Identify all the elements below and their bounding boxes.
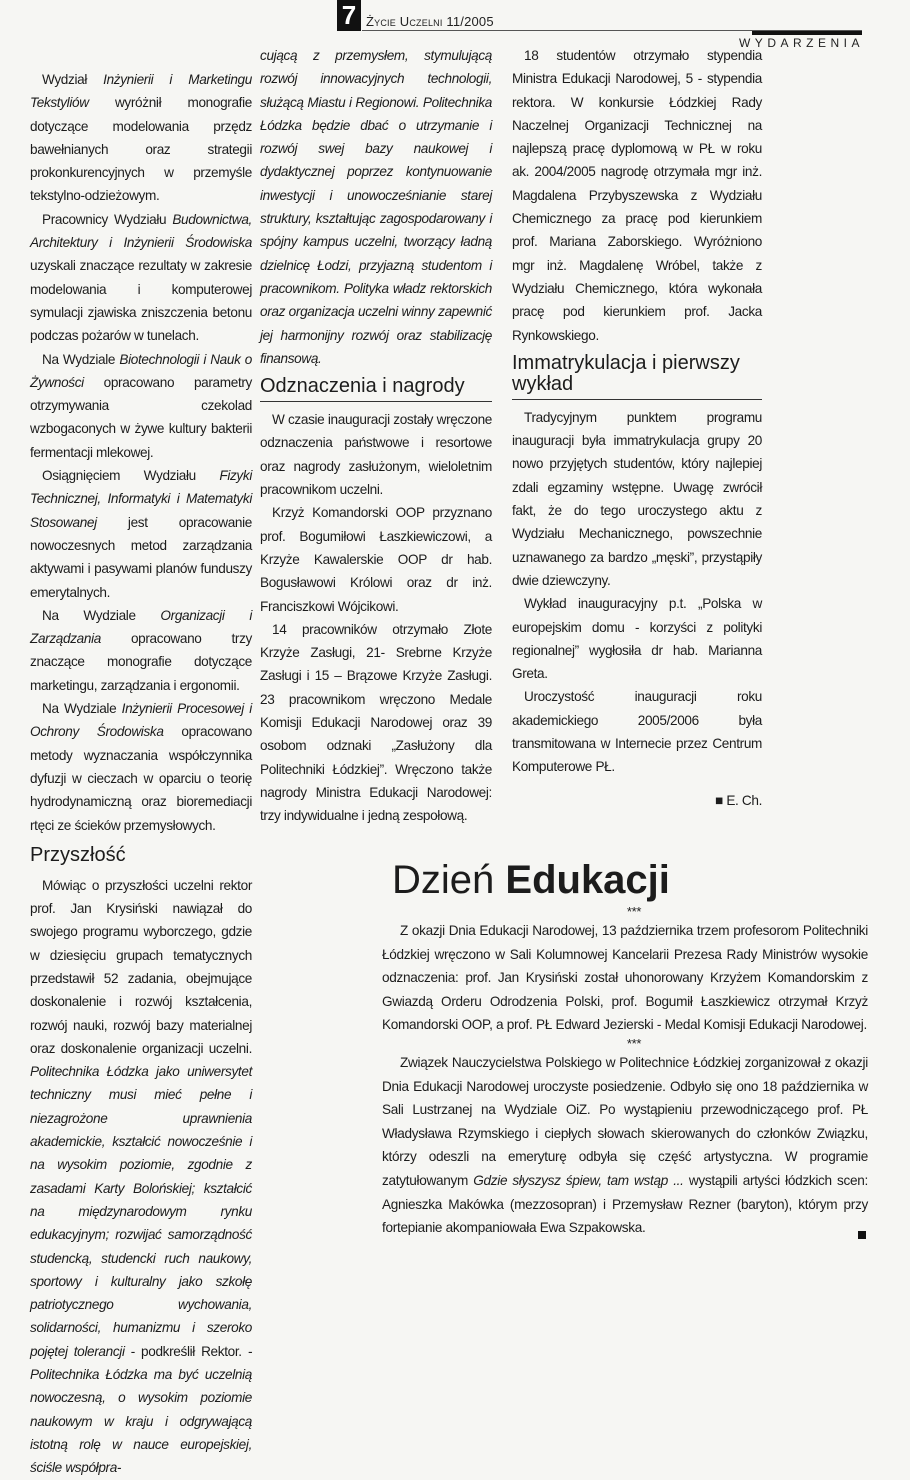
paragraph	[30, 348, 252, 464]
edukacja-article	[382, 855, 868, 1240]
italic-text: Politechnika Łódzka jako uniwersytet techniczny musi mieć pełne i niezagrożone uprawnienia akademickie, kształcić nowocześnie i na wysokim poziomie, zgodnie z zasadami Karty Bolońskiej; kształcić na międzynarodowym rynku edukacyjnym; rozwijać samorządność studencką, studencki ruch naukowy, sportowy i kulturalny jako szkołę patriotycznego wychowania, solidarności, humanizmu i szeroko pojętej tolerancji	[30, 1064, 252, 1359]
text: Tradycyjnym punktem programu inauguracji była immatrykulacja grupy 20 nowo przyjętych studentów, który najlepiej zdali egzaminy wstępne. Uwagę zwrócił fakt, że do tego uroczystego aktu z Wydziału Mechanicznego, powszechnie uznawanego za bardzo „męski”, przystąpiły dwie dziewczyny.	[512, 409, 762, 588]
paragraph	[512, 592, 762, 685]
article-title	[392, 855, 868, 905]
paragraph	[260, 408, 492, 501]
italic-text: Inżynierii Procesowej i Ochrony Środowiska	[30, 701, 252, 740]
text: uzyskali znaczące rezultaty w zakresie modelowania i komputerowej symulacji zjawiska zniszczenia betonu podczas pożarów w tunelach.	[30, 258, 252, 344]
paragraph	[512, 406, 762, 592]
title-light: Dzień	[392, 858, 506, 902]
column-2	[260, 44, 492, 828]
paragraph	[382, 1051, 868, 1240]
text: Na Wydziale	[42, 351, 120, 367]
magazine-title: Życie Uczelni 11/2005	[366, 14, 494, 29]
text: jest opracowanie nowoczesnych metod zarządzania aktywami i pasywami planów funduszy emerytalnych.	[30, 514, 252, 600]
text: Związek Nauczycielstwa Polskiego w Politechnice Łódzkiej zorganizował z okazji Dnia Edukacji Narodowej uroczyste posiedzenie. Odbyło się ono 18 października w Sali Lustrzanej na Wydziale OiZ. Po wystąpieniu przewodniczącego prof. PŁ Władysława Rzymskiego i ciepłych słowach skierowanych do członków Związku, którzy odeszli na emeryturę odbyła się część artystyczna. W programie zatytułowanym	[382, 1054, 868, 1188]
italic-text: - Politechnika Łódzka ma być uczelnią nowoczesną, o wysokim poziomie naukowym w kraju i odgrywającą istotną rolę w nauce europejskiej, ściśle współpra-	[30, 1343, 253, 1476]
italic-text: Biotechnologii i Nauk o Żywności	[30, 351, 252, 390]
page-number: 7	[337, 0, 361, 31]
text: opracowano parametry otrzymywania czekolad wzbogaconych w żywe kultury bakterii fermentacji mlekowej.	[30, 374, 252, 460]
text: opracowano trzy znaczące monografie dotyczące marketingu, zarządzania i ergonomii.	[30, 631, 252, 693]
section-heading: Przyszłość	[30, 843, 126, 866]
text: Na Wydziale	[42, 607, 161, 623]
text: W czasie inauguracji zostały wręczone odznaczenia państwowe i resortowe oraz nagrody zasłużonym, wieloletnim pracownikom uczelni.	[260, 412, 492, 498]
italic-text: cującą z przemysłem, stymulującą rozwój innowacyjnych technologii, służącą Miastu i Regionowi. Politechnika Łódzka będzie dbać o utrzymanie i rozwój swej bazy naukowej i dydaktycznej poprzez kontynuowanie inwestycji i unowocześnianie starej struktury, kształtując zagospodarowany i spójny kampus uczelni, tworzący ładną dzielnicę Łodzi, przyjazną studentom i pracownikom. Polityka władz rektorskich oraz organizacja uczelni winny zapewnić jej harmonijny rozwój oraz stabilizację finansową.	[260, 48, 492, 366]
paragraph	[30, 697, 252, 837]
section-name: WYDARZENIA	[738, 36, 864, 50]
paragraph	[260, 44, 492, 370]
paragraph	[30, 464, 252, 604]
section-heading: Immatrykulacja i pierwszy wykład	[512, 353, 762, 400]
italic-text: Budownictwa, Architektury i Inżynierii Środowiska	[30, 211, 252, 251]
text: 14 pracowników otrzymało Złote Krzyże Zasługi, 21- Srebrne Krzyże Zasługi i 15 – Brązowe Krzyże Zasługi. 23 pracownikom wręczono Medale Komisji Edukacji Narodowej oraz 39 osobom odznaki „Zasłużony dla Politechniki Łódzkiej”. Wręczono także nagrody Ministra Edukacji Narodowej: trzy indywidualne i jedną zespołową.	[260, 621, 492, 824]
text: Wykład inauguracyjny p.t. „Polska w europejskim domu - korzyści z polityki regionalnej” wygłosiła dr hab. Marianna Greta.	[512, 596, 762, 682]
text: Wydział	[42, 72, 104, 87]
text: wyróżnił monografie dotyczące modelowania przędz bawełnianych oraz strategii prokonkurencyjnych w przemyśle tekstylno-odzieżowym.	[30, 95, 252, 204]
title-bold: Edukacji	[505, 858, 670, 902]
italic-text: Fizyki Technicznej, Informatyki i Matematyki Stosowanej	[30, 468, 252, 530]
section-heading: Odznaczenia i nagrody	[260, 376, 492, 402]
paragraph	[512, 685, 762, 778]
author-signature: ■ E. Ch.	[715, 792, 762, 808]
text: Na Wydziale	[42, 701, 122, 717]
column-1	[30, 68, 252, 1480]
separator: ***	[626, 1035, 642, 1051]
text: 18 studentów otrzymało stypendia Ministra Edukacji Narodowej, 5 - stypendia rektora. W konkursie Łódzkiej Rady Naczelnej Organizacji Technicznej na najlepszą pracę dyplomową w PŁ w roku ak. 2004/2005 nagrodę otrzymała mgr inż. Magdalena Przybyszewska z Wydziału Chemicznego za pracę pod kierunkiem prof. Mariana Zaborskiego. Wyróżniono mgr inż. Magdalenę Wróbel, także z Wydziału Chemicznego, która wykonała pracę pod kierunkiem prof. Jacka Rynkowskiego.	[512, 48, 762, 343]
column-3	[512, 44, 762, 812]
section-bar	[752, 31, 862, 35]
text: opracowano metody wyznaczania współczynnika dyfuzji w cieczach w oparciu o teorię hydrodynamiczną oraz bioremediacji rtęci ze ścieków przemysłowych.	[30, 724, 252, 833]
paragraph	[260, 501, 492, 617]
text: - podkreślił Rektor.	[124, 1343, 248, 1359]
paragraph	[260, 618, 492, 828]
text: Mówiąc o przyszłości uczelni rektor prof. Jan Krysiński nawiązał do swojego programu wyborczego, gdzie w dziesięciu grupach tematycznych przedstawił 52 zadania, obejmujące doskonalenie i rozwój kształcenia, rozwój nauki, rozwój bazy materialnej oraz doskonalenie organizacji uczelni.	[30, 877, 252, 1056]
text: Osiągnięciem Wydziału	[42, 468, 220, 484]
paragraph	[382, 919, 868, 1037]
separator: ***	[626, 904, 642, 919]
end-mark-icon	[858, 1231, 866, 1239]
paragraph	[30, 604, 252, 697]
text: wystąpili artyści łódzkich scen: Agnieszka Makówka (mezzosopran) i Przemysław Rezner (baryton), którym przy fortepianie akompaniowała Ewa Szpakowska.	[382, 1172, 869, 1236]
italic-text: Gdzie słyszysz śpiew, tam wstąp ...	[473, 1172, 684, 1188]
text: Krzyż Komandorski OOP przyznano prof. Bogumiłowi Łaszkiewiczowi, a Krzyże Kawalerskie OOP dr hab. Bogusławowi Królowi oraz dr inż. Franciszkowi Wójcikowi.	[260, 505, 492, 614]
paragraph	[30, 68, 252, 208]
paragraph	[30, 208, 252, 348]
italic-text: Organizacji i Zarządzania	[30, 607, 252, 647]
text: Z okazji Dnia Edukacji Narodowej, 13 października trzem profesorom Politechniki Łódzkiej wręczono w Sali Kolumnowej Kancelarii Prezesa Rady Ministrów wysokie odznaczenia: prof. Jan Krysiński został uhonorowany Krzyżem Komandorskim z Gwiazdą Orderu Odrodzenia Polski, prof. Bogumił Łaszkiewicz otrzymał Krzyż Komandorski OOP, a prof. PŁ Edward Jezierski - Medal Komisji Edukacji Narodowej.	[382, 923, 868, 1033]
text: Pracownicy Wydziału	[42, 211, 173, 227]
italic-text: Inżynierii i Marketingu Tekstyliów	[30, 72, 252, 111]
paragraph	[30, 874, 252, 1480]
text: Uroczystość inauguracji roku akademickiego 2005/2006 była transmitowana w Internecie przez Centrum Komputerowe PŁ.	[512, 689, 762, 775]
paragraph	[512, 44, 762, 347]
